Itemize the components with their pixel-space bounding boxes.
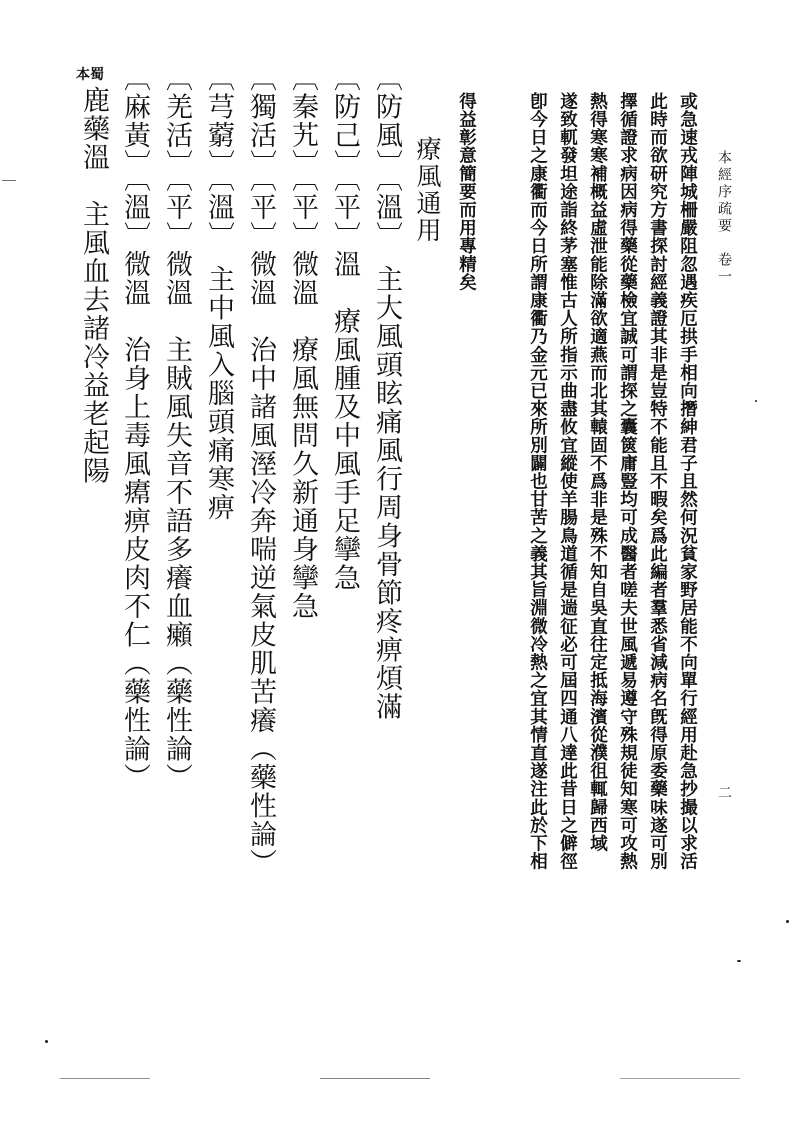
scan-rule-bottom-right <box>620 1078 740 1079</box>
entry-duhuo: 〔獨活〕〔平〕微溫 治中諸風溼冷奔喘逆氣皮肌苦癢（藥性論） <box>245 64 276 877</box>
entry-fangfeng: 〔防風〕〔溫〕 主大風頭眩痛風行周身骨節疼痹煩滿 <box>371 64 402 721</box>
scan-rule-left-margin <box>2 180 16 181</box>
running-title: 本經序疏要 卷一 <box>716 150 732 286</box>
scan-speck <box>45 1040 48 1043</box>
entry-mahuang: 〔麻黃〕〔溫〕微溫 治身上毒風𤸷痹皮肉不仁（藥性論） <box>119 64 150 792</box>
entry-luyao: 鹿藥溫 主風血去諸冷益老起陽 <box>78 86 109 485</box>
scan-rule-bottom-mid <box>320 1078 430 1079</box>
entry-qianghuo: 〔羌活〕〔平〕微溫 主賊風失音不語多癢血癩（藥性論） <box>161 64 192 792</box>
scan-speck <box>786 920 789 923</box>
entry-fangji: 〔防己〕〔平〕溫 療風腫及中風手足攣急 <box>329 64 360 592</box>
preface-line: 遂致軏發坦途詣終茅塞惟古人所指示曲盡攸宜縱使羊腸鳥道循是遄征必可屆四通八達此昔日之僻徑 <box>557 92 578 871</box>
preface-line: 卽今日之康衢而今日所謂康衢乃金元已來所別闢也甘苦之義其旨淵微冷熱之宜其情直遂注此於下相 <box>527 92 548 871</box>
scan-speck <box>755 400 757 402</box>
folio-number: 二 <box>716 785 732 802</box>
preface-line: 此時而欲研究方書探討經義證其非是豈特不能且不暇矣爲此編者羣悉省減病名旣得原委藥味遂可別 <box>647 92 668 871</box>
scan-speck <box>737 960 741 962</box>
entry-xiongqiong: 〔芎藭〕〔溫〕 主中風入腦頭痛寒痹 <box>203 64 234 522</box>
preface-line: 得益彰意簡要而用專精矣 <box>456 92 477 292</box>
entry-qinjiao: 〔秦艽〕〔平〕微溫 療風無問久新通身攣急 <box>287 64 318 621</box>
section-title: 療風通用 <box>413 136 442 244</box>
preface-line: 熱得寒寒補概益虛泄能除滿欲適燕而北其轅固不爲非是殊不知自吳直往定抵海濱從濮徂輒歸西域 <box>587 92 608 853</box>
preface-line: 或急速戎陣城柵嚴阻忽遇疾厄拱手相向撍紳君子且然何況貧家野居能不向單行經用赴急抄撮以求活 <box>677 92 698 871</box>
scan-rule-bottom-left <box>60 1078 150 1079</box>
preface-line: 擇循證求病因病得藥從藥檢宜誠可謂探之囊篋庸豎均可成醫者嗟夫世風遞易遵守殊規徒知寒可攻熱 <box>617 92 638 871</box>
corner-label: 本蜀 <box>76 67 104 83</box>
